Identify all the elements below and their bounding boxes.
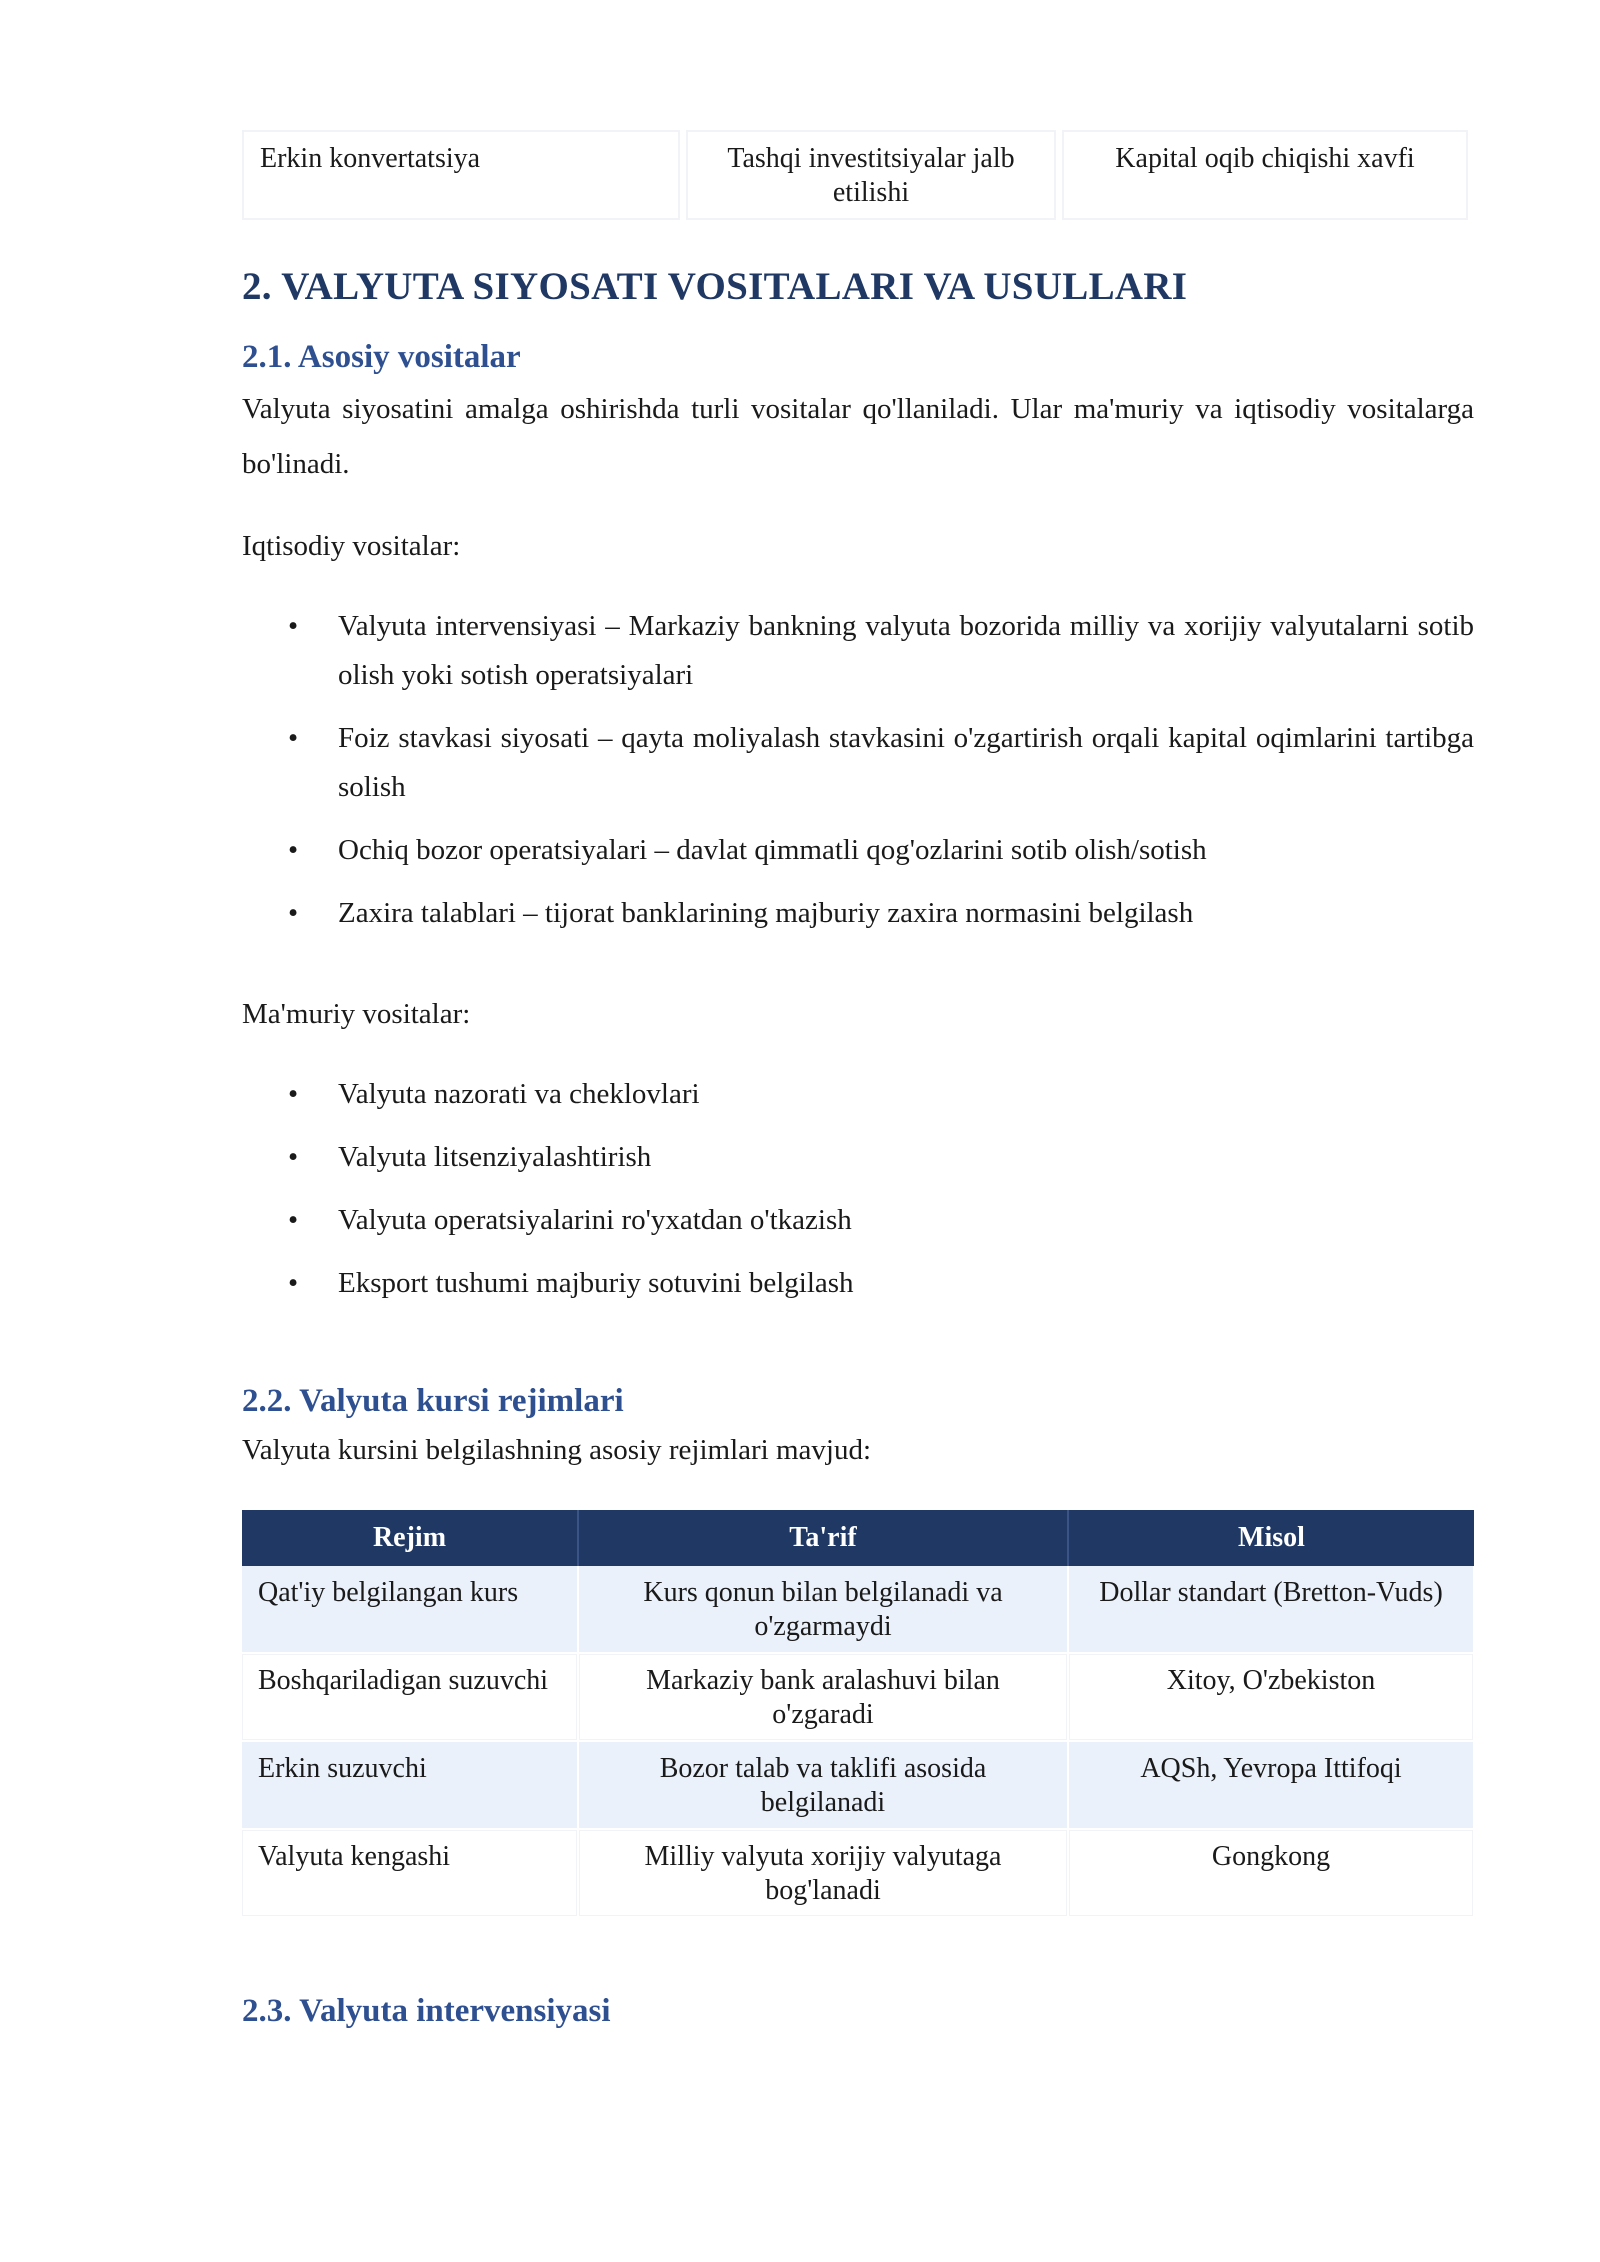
bullet: • (288, 834, 299, 866)
table-cell: Bozor talab va taklifi asosida belgilanadi (578, 1741, 1068, 1829)
document-page (242, 130, 1474, 2032)
table-cell: Markaziy bank aralashuvi bilan o'zgaradi (578, 1653, 1068, 1741)
table-cell: Erkin konvertatsiya (242, 130, 680, 220)
table-header-row (242, 1510, 1474, 1566)
table-cell: Kapital oqib chiqishi xavfi (1062, 130, 1468, 220)
economic-tools-list (242, 602, 1474, 938)
intro-paragraph: Valyuta siyosatini amalga oshirishda turli vositalar qo'llaniladi. Ular ma'muriy va iqtisodiy vositalarga bo'linadi. (242, 393, 1474, 480)
list-item (242, 1259, 1474, 1308)
list-item (242, 1196, 1474, 1245)
table-cell: AQSh, Yevropa Ittifoqi (1068, 1741, 1474, 1829)
list-item-text: Ochiq bozor operatsiyalari – davlat qimmatli qog'ozlarini sotib olish/sotish (338, 834, 1207, 866)
table-cell: Kurs qonun bilan belgilanadi va o'zgarmaydi (578, 1566, 1068, 1653)
table-cell: Milliy valyuta xorijiy valyutaga bog'lanadi (578, 1829, 1068, 1917)
table-cell: Valyuta kengashi (242, 1829, 578, 1917)
table-row (242, 1566, 1474, 1653)
bullet: • (288, 897, 299, 929)
administrative-tools-label: Ma'muriy vositalar: (242, 998, 471, 1030)
list-item-text: Valyuta litsenziyalashtirish (338, 1141, 652, 1173)
subsection-heading-2-2: 2.2. Valyuta kursi rejimlari (242, 1383, 624, 1419)
bullet: • (288, 1141, 299, 1173)
subsection-heading-2-1: 2.1. Asosiy vositalar (242, 339, 521, 375)
table-cell: Erkin suzuvchi (242, 1741, 578, 1829)
list-item (242, 1133, 1474, 1182)
column-header: Misol (1068, 1510, 1474, 1566)
subsection-heading-2-3: 2.3. Valyuta intervensiyasi (242, 1993, 611, 2029)
bullet: • (288, 610, 299, 642)
table-row (242, 1741, 1474, 1829)
table-row (242, 1829, 1474, 1917)
section-heading: 2. VALYUTA SIYOSATI VOSITALARI VA USULLARI (242, 265, 1188, 308)
table-cell: Gongkong (1068, 1829, 1474, 1917)
exchange-regimes-table (242, 1510, 1475, 1918)
list-item (242, 889, 1474, 938)
regimes-intro: Valyuta kursini belgilashning asosiy rejimlari mavjud: (242, 1434, 872, 1466)
list-item-text: Valyuta operatsiyalarini ro'yxatdan o'tkazish (338, 1204, 852, 1236)
economic-tools-label: Iqtisodiy vositalar: (242, 530, 461, 562)
list-item-text: Eksport tushumi majburiy sotuvini belgilash (338, 1267, 854, 1299)
list-item (242, 602, 1474, 700)
list-item (242, 714, 1474, 812)
list-item-text: Zaxira talablari – tijorat banklarining majburiy zaxira normasini belgilash (338, 897, 1194, 929)
list-item-text: Foiz stavkasi siyosati – qayta moliyalash stavkasini o'zgartirish orqali kapital oqimlarini tartibga solish (338, 722, 1474, 803)
table-cell: Dollar standart (Bretton-Vuds) (1068, 1566, 1474, 1653)
table-cell: Boshqariladigan suzuvchi (242, 1653, 578, 1741)
bullet: • (288, 1267, 299, 1299)
bullet: • (288, 1078, 299, 1110)
table-cell: Xitoy, O'zbekiston (1068, 1653, 1474, 1741)
list-item-text: Valyuta nazorati va cheklovlari (338, 1078, 700, 1110)
continuation-table (236, 130, 1474, 220)
table-cell: Qat'iy belgilangan kurs (242, 1566, 578, 1653)
table-cell: Tashqi investitsiyalar jalb etilishi (686, 130, 1056, 220)
table-row (242, 1653, 1474, 1741)
bullet: • (288, 722, 299, 754)
list-item-text: Valyuta intervensiyasi – Markaziy bankning valyuta bozorida milliy va xorijiy valyutalarni sotib olish yoki sotish operatsiyalari (338, 610, 1474, 691)
column-header: Ta'rif (578, 1510, 1068, 1566)
column-header: Rejim (242, 1510, 578, 1566)
list-item (242, 826, 1474, 875)
bullet: • (288, 1204, 299, 1236)
list-item (242, 1070, 1474, 1119)
table-row (242, 130, 1468, 220)
administrative-tools-list (242, 1070, 1474, 1308)
